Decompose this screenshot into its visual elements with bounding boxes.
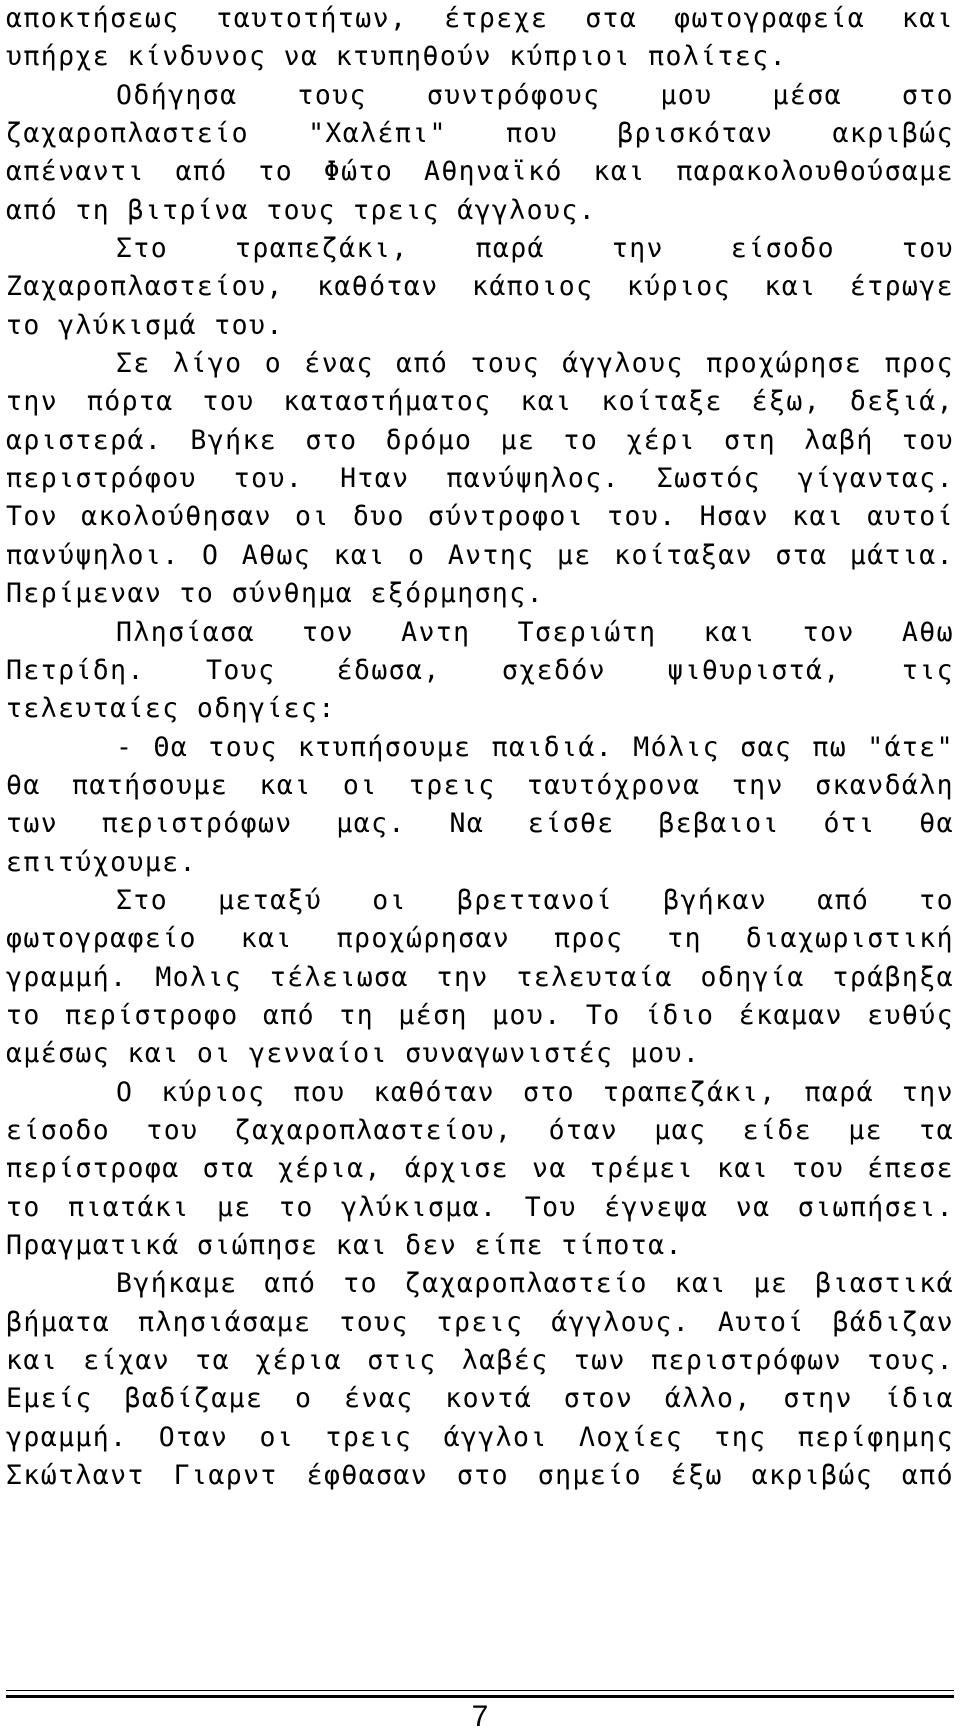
text-line: Οδήγησα τους συντρόφους μου μέσα στο: [116, 79, 954, 111]
text-line: Στο μεταξύ οι βρεττανοί βγήκαν από το: [116, 884, 954, 916]
text-line: θα πατήσουμε και οι τρεις ταυτόχρονα την σκανδάλη: [6, 769, 954, 801]
text-line: υπήρχε κίνδυνος να κτυπηθούν κύπριοι πολίτες.: [6, 41, 787, 73]
text-line: την πόρτα του καταστήματος και κοίταξε έξω, δεξιά,: [6, 386, 954, 418]
text-line: των περιστρόφων μας. Να είσθε βεβαιοι ότι θα: [6, 808, 954, 840]
text-line: - Θα τους κτυπήσουμε παιδιά. Μόλις σας πω "άτε": [116, 731, 954, 763]
text-line: Σε λίγο ο ένας από τους άγγλους προχώρησε προς: [116, 348, 954, 380]
text-line: Εμείς βαδίζαμε ο ένας κοντά στον άλλο, στην ίδια: [6, 1383, 954, 1415]
text-line: Περίμεναν το σύνθημα εξόρμησης.: [6, 578, 544, 610]
footer-rule-thin: [6, 1690, 954, 1691]
text-line: επιτύχουμε.: [6, 846, 197, 878]
text-line: γραμμή. Μολις τέλειωσα την τελευταία οδηγία τράβηξα: [6, 961, 954, 993]
text-line: αμέσως και οι γενναίοι συναγωνιστές μου.: [6, 1038, 701, 1070]
text-line: Ζαχαροπλαστείου, καθόταν κάποιος κύριος και έτρωγε: [6, 271, 954, 303]
body-text: [6, 0, 954, 1495]
text-line: τελευταίες οδηγίες:: [6, 693, 336, 725]
text-line: Τον ακολούθησαν οι δυο σύντροφοι του. Ησαν και αυτοί: [6, 501, 954, 533]
text-line: περίστροφα στα χέρια, άρχισε να τρέμει και του έπεσε: [6, 1153, 954, 1185]
text-line: απέναντι από το Φώτο Αθηναϊκό και παρακολουθούσαμε: [6, 156, 954, 188]
page-number: 7: [471, 1700, 489, 1733]
text-line: Βγήκαμε από το ζαχαροπλαστείο και με βιαστικά: [116, 1268, 954, 1300]
text-line: γραμμή. Οταν οι τρεις άγγλοι Λοχίες της περίφημης: [6, 1421, 954, 1453]
text-line: Ο κύριος που καθόταν στο τραπεζάκι, παρά την: [116, 1076, 954, 1108]
text-line: το πιατάκι με το γλύκισμα. Του έγνεψα να σιωπήσει.: [6, 1191, 954, 1223]
text-line: και είχαν τα χέρια στις λαβές των περιστρόφων τους.: [6, 1345, 954, 1377]
text-line: ζαχαροπλαστείο "Χαλέπι" που βρισκόταν ακριβώς: [6, 118, 954, 150]
text-line: Πετρίδη. Τους έδωσα, σχεδόν ψιθυριστά, τις: [6, 654, 954, 686]
text-line: το γλύκισμά του.: [6, 309, 284, 341]
text-line: αριστερά. Βγήκε στο δρόμο με το χέρι στη λαβή του: [6, 424, 954, 456]
text-line: Πραγματικά σιώπησε και δεν είπε τίποτα.: [6, 1230, 683, 1261]
text-line: το περίστροφο από τη μέση μου. Το ίδιο έκαμαν ευθύς: [6, 999, 954, 1031]
text-line: περιστρόφου του. Ηταν πανύψηλος. Σωστός γίγαντας.: [6, 463, 954, 495]
footer-rule-thick: [6, 1695, 954, 1698]
text-line: Πλησίασα τον Αντη Τσεριώτη και τον Αθω: [116, 616, 954, 648]
text-line: πανύψηλοι. Ο Αθως και ο Αντης με κοίταξαν στα μάτια.: [6, 539, 954, 571]
text-line: από τη βιτρίνα τους τρεις άγγλους.: [6, 194, 597, 226]
text-line: Στο τραπεζάκι, παρά την είσοδο του: [116, 233, 954, 265]
text-line: φωτογραφείο και προχώρησαν προς τη διαχωριστική: [6, 923, 954, 955]
text-line: είσοδο του ζαχαροπλαστείου, όταν μας είδε με τα: [6, 1114, 954, 1146]
text-line: Σκώτλαντ Γιαρντ έφθασαν στο σημείο έξω ακριβώς από: [6, 1460, 954, 1492]
text-line: βήματα πλησιάσαμε τους τρεις άγγλους. Αυτοί βάδιζαν: [6, 1306, 954, 1338]
text-line: αποκτήσεως ταυτοτήτων, έτρεχε στα φωτογραφεία και: [6, 3, 954, 34]
